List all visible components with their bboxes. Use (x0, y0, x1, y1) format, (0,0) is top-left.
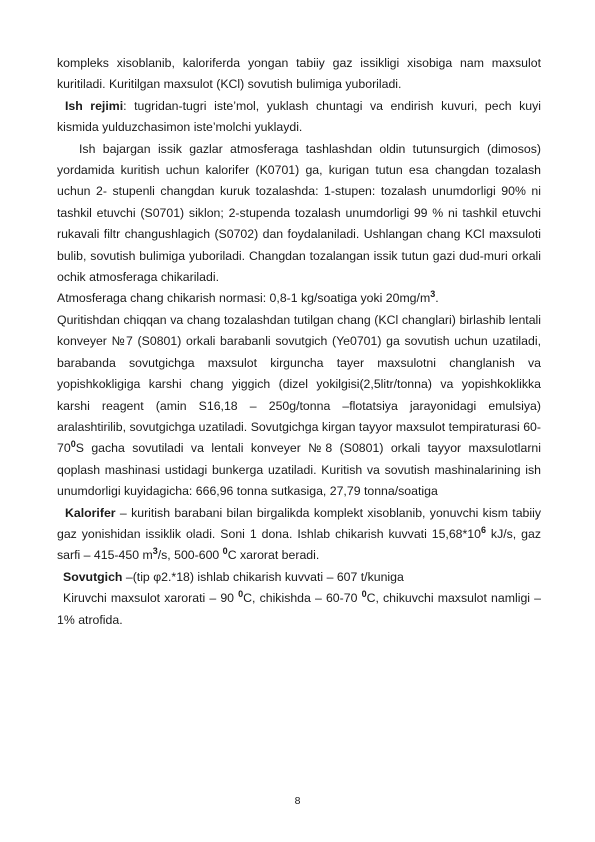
calorifer-text-b: kJ/s, gaz sarfi – 415-450 m (57, 526, 541, 563)
dust-norm-text: Atmosferaga chang chikarish normasi: 0,8-1 kg/soatiga yoki 20mg/m (57, 291, 431, 306)
paragraph-drying (57, 53, 541, 96)
dust-norm-end: . (435, 291, 439, 306)
calorifer-sup-1: 6 (480, 524, 486, 535)
hot-gases-text: Ish bajargan issik gazlar atmosferaga tashlashdan oldin tutunsurgich (dimosos) yordamida kuritish uchun kalorifer (K0701) ga, kurigan tutun esa changdan tozalash uchun 2- stupenli changdan kuruk tozalashda: 1-stupen: tozalash unumdorligi 90% ni tashkil etuvchi (S0701) siklon; 2-stupenda tozalash unumdorligi 99 % ni tashkil etuvchi rukavali filtr changushlagich (S0702) dan foydalaniladi. Ushlangan chang KCl maxsuloti bulib, sovutish bulimiga yuboriladi. Changdan tozalangan issik tutun gazi dud-muri orkali ochik atmosferaga chikariladi. (57, 141, 541, 285)
input-product-text-b: C, chikishda – 60-70 (243, 591, 362, 606)
cooler-label: Sovutgich (63, 569, 123, 584)
calorifer-text-d: C xarorat beradi. (227, 548, 320, 563)
work-mode-label: Ish rejimi (65, 98, 124, 113)
paragraph-input-product (57, 588, 541, 631)
paragraph-calorifer (57, 503, 541, 567)
paragraph-hot-gases (57, 139, 541, 289)
input-product-text-a: Kiruvchi maxsulot xarorati – 90 (63, 591, 239, 606)
input-product-sup-1: 0 (238, 589, 244, 600)
paragraph-cooler (57, 567, 541, 588)
dust-norm-sup: 3 (430, 289, 436, 300)
calorifer-label: Kalorifer (65, 505, 116, 520)
paragraph-drying-text: kompleks xisoblanib, kaloriferda yongan tabiiy gaz issikligi xisobiga nam maxsulot kuritiladi. Kuritilgan maxsulot (KCl) sovutish bulimiga yuboriladi. (57, 56, 541, 92)
cooling-process-text-b: S gacha sovutiladi va lentali konveyer №8 (S0801) orkali tayyor maxsulotlarni qoplash mashinasi ustidagi bunkerga uzatiladi. Kuritish va sovutish mashinalarining ish unumdorligi kuyidagicha: 666,96 tonna sutkasiga, 27,79 tonna/soatiga (57, 441, 541, 499)
paragraph-cooling-process (57, 310, 541, 503)
calorifer-sup-2: 3 (152, 546, 158, 557)
calorifer-sup-3: 0 (222, 546, 228, 557)
calorifer-text-c: /s, 500-600 (157, 548, 223, 563)
paragraph-dust-norm (57, 288, 541, 309)
work-mode-text: : tugridan-tugri iste’mol, yuklash chuntagi va endirish kuvuri, pech kuyi kismida yulduzchasimon iste’molchi yuklaydi. (57, 98, 541, 135)
input-product-text-c: C, chikuvchi maxsulot namligi – 1% atrofida. (57, 591, 541, 627)
paragraph-work-mode (57, 96, 541, 139)
cooling-process-sup: 0 (70, 439, 76, 450)
cooler-text: –(tip φ2.*18) ishlab chikarish kuvvati – 607 t/kuniga (122, 569, 404, 584)
document-body (57, 53, 541, 631)
cooling-process-text-a: Quritishdan chiqqan va chang tozalashdan tutilgan chang (KCl changlari) birlashib lentali konveyer №7 (S0801) orkali barabanli sovutgich (Ye0701) ga sovutish uchun uzatiladi, barabanda sovutgichga maxsulot kirguncha tayer maxsulotni changlanish va yopishkokligiga karshi chang yiggich (dizel yokilgisi(2,5litr/tonna) va yopishkoklikka karshi reagent (amin S16,18 – 250g/tonna –flotatsiya jarayonidagi emulsiya) aralashtirilib, sovutgichga uzatiladi. Sovutgichga kirgan tayyor maxsulot tempiraturasi 60-70 (57, 312, 541, 456)
input-product-sup-2: 0 (361, 589, 367, 600)
calorifer-text-a: – kuritish barabani bilan birgalikda komplekt xisoblanib, yonuvchi kism tabiiy gaz yonishidan issiklik oladi. Soni 1 dona. Ishlab chikarish kuvvati 15,68*10 (57, 505, 541, 541)
page-number: 8 (294, 795, 301, 807)
